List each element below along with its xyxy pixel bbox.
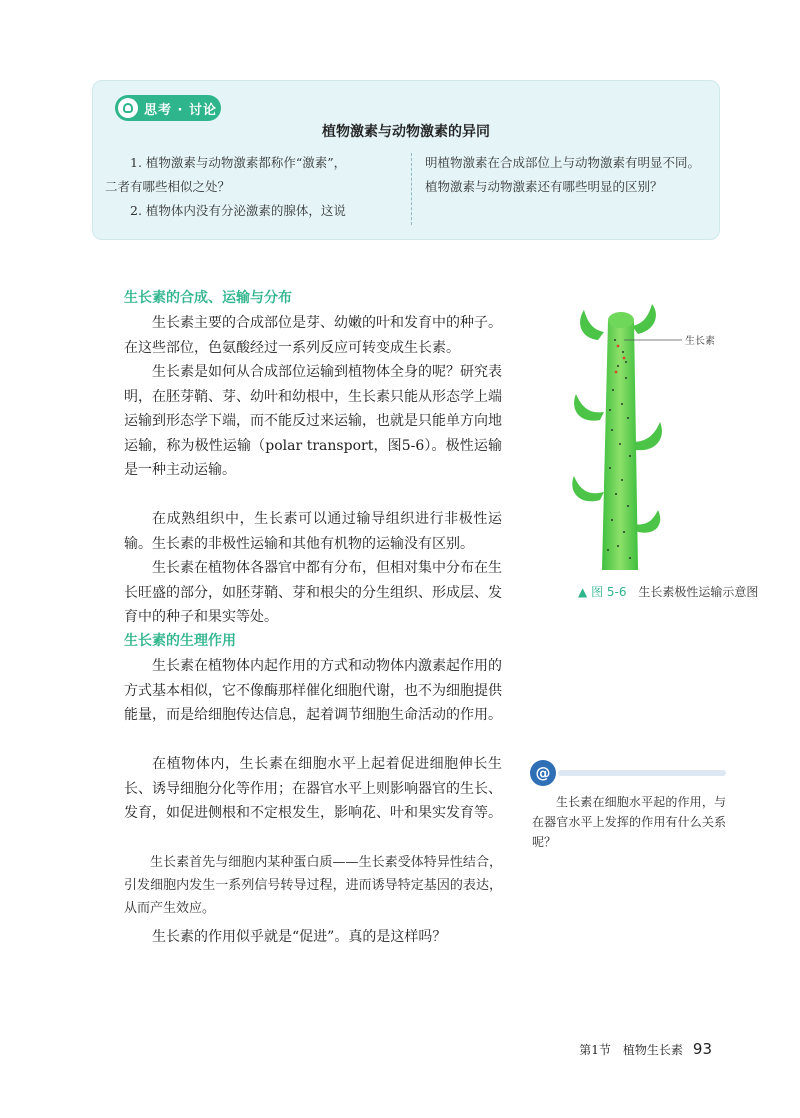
leaf [632, 304, 656, 334]
page-footer [579, 1040, 712, 1058]
question-1-line-2: 二者有哪些相似之处？ [105, 179, 231, 194]
paragraph: 生长素在植物体内起作用的方式和动物体内激素起作用的方式基本相似，它不像酶那样催化细胞代谢，也不为细胞提供能量，而是给细胞传达信息，起着调节细胞生命活动的作用。 [124, 658, 502, 723]
paragraph: 生长素是如何从合成部位运输到植物体全身的呢？研究表明，在胚芽鞘、芽、幼叶和幼根中，生长素只能从形态学上端运输到形态学下端，而不能反过来运输，也就是只能单方向地运输，称为极性运输（polar transport，图5-6）。极性运输是一种主动运输。 [124, 364, 502, 478]
paragraph: 生长素在植物体各器官中都有分布，但相对集中分布在生长旺盛的部分，如胚芽鞘、芽和根尖的分生组织、形成层、发育中的种子和果实等处。 [124, 560, 502, 625]
figure-number: 图 5-6 [591, 585, 627, 599]
leaf [572, 476, 604, 501]
side-note-text: 生长素在细胞水平起的作用，与在器官水平上发挥的作用有什么关系呢？ [532, 795, 726, 849]
stem-tip [608, 312, 634, 328]
leaf [574, 394, 604, 421]
paragraph: 在成熟组织中，生长素可以通过输导组织进行非极性运输。生长素的非极性运输和其他有机物的运输没有区别。 [124, 511, 502, 552]
leaf [632, 422, 662, 450]
page-number: 93 [692, 1040, 712, 1058]
lightbulb-icon [118, 98, 138, 118]
question-2-start: 2. 植物体内没有分泌激素的腺体，这说 [130, 203, 346, 218]
figure-caption [578, 583, 758, 600]
question-2-continued: 明植物激素在合成部位上与动物激素有明显不同。植物激素与动物激素还有哪些明显的区别？ [425, 155, 701, 194]
figure-caption-text: 生长素极性运输示意图 [638, 585, 759, 599]
footer-section: 第1节 植物生长素 [579, 1043, 683, 1057]
discussion-box [92, 80, 720, 240]
section-heading-synthesis: 生长素的合成、运输与分布 [124, 290, 292, 306]
leaf [580, 310, 604, 340]
paragraph: 生长素主要的合成部位是芽、幼嫩的叶和发育中的种子。在这些部位，色氨酸经过一系列反应可转变成生长素。 [124, 315, 502, 356]
discussion-title: 植物激素与动物激素的异同 [322, 124, 490, 140]
column-divider [411, 153, 412, 225]
polar-transport-figure [560, 300, 730, 580]
at-icon: @ [530, 760, 556, 786]
note-header-bar [558, 770, 726, 776]
section-heading-physiology: 生长素的生理作用 [124, 633, 236, 649]
discussion-right-column [425, 151, 709, 199]
paragraph: 在植物体内，生长素在细胞水平上起着促进细胞伸长生长、诱导细胞分化等作用；在器官水平上则影响器官的生长、发育，如促进侧根和不定根发生，影响花、叶和果实发育等。 [124, 756, 502, 821]
discussion-left-column [105, 151, 405, 223]
discussion-tag [115, 95, 221, 121]
plant-stem-illustration [560, 300, 730, 580]
figure-label: 生长素 [685, 336, 715, 347]
question-1-line-1: 1. 植物激素与动物激素都称作“激素”， [130, 155, 347, 170]
triangle-icon: ▲ [578, 585, 588, 599]
discussion-tag-label: 思考 · 讨论 [144, 102, 217, 118]
paragraph-aside: 生长素首先与细胞内某种蛋白质——生长素受体特异性结合，引发细胞内发生一系列信号转导过程，进而诱导特定基因的表达，从而产生效应。 [124, 855, 502, 916]
paragraph: 生长素的作用似乎就是“促进”。真的是这样吗？ [152, 929, 447, 945]
